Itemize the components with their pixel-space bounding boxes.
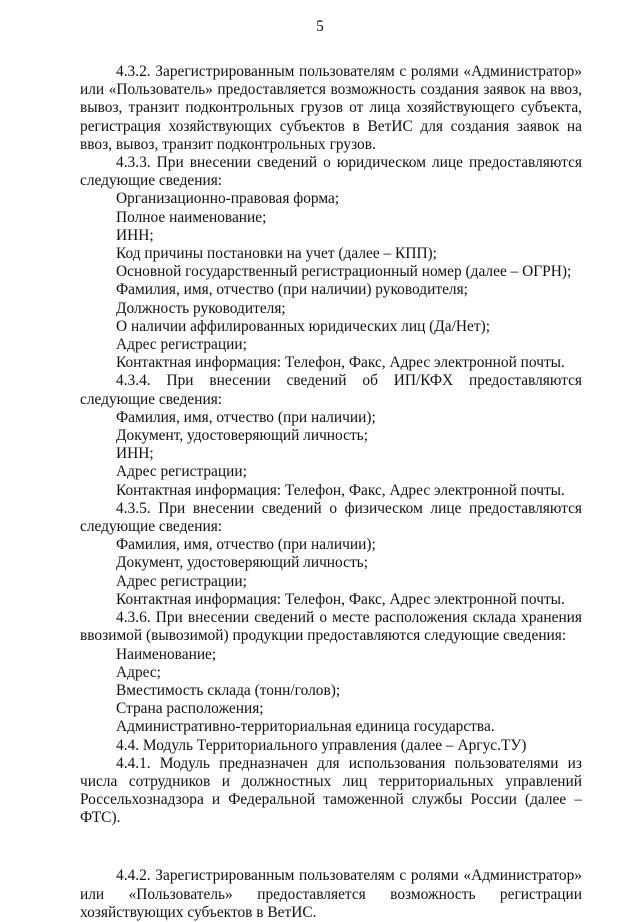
list-item: ИНН;: [116, 226, 154, 244]
document-body: [80, 63, 582, 922]
paragraph: 4.3.6. При внесении сведений о месте расположения склада хранения ввозимой (вывозимой) продукции предоставляются следующие сведения:: [80, 609, 582, 645]
list-item: Основной государственный регистрационный номер (далее – ОГРН);: [116, 263, 572, 281]
paragraph: 4.3.5. При внесении сведений о физическом лице предоставляются следующие сведения:: [80, 499, 582, 536]
list-item: Страна расположения;: [116, 700, 264, 718]
paragraph: 4.4.2. Зарегистрированным пользователям с ролями «Администратор» или «Пользователь» предоставляется возможность регистрации хозяйствующих субъектов в ВетИС.: [80, 867, 582, 921]
list-item: Организационно-правовая форма;: [116, 190, 340, 208]
list-item: ИНН;: [116, 445, 154, 463]
paragraph: 4.3.3. При внесении сведений о юридическом лице предоставляются следующие сведения:: [80, 154, 582, 190]
list-item: Полное наименование;: [116, 208, 267, 226]
paragraph: 4.3.4. При внесении сведений об ИП/КФХ предоставляются следующие сведения:: [80, 372, 582, 408]
list-item: Контактная информация: Телефон, Факс, Адрес электронной почты.: [116, 590, 565, 608]
list-item: Адрес регистрации;: [116, 336, 247, 354]
list-item: Документ, удостоверяющий личность;: [116, 427, 368, 445]
list-item: Фамилия, имя, отчество (при наличии);: [116, 408, 376, 426]
list-item: Фамилия, имя, отчество (при наличии);: [116, 536, 376, 554]
list-item: О наличии аффилированных юридических лиц (Да/Нет);: [116, 317, 490, 335]
list-item: Адрес;: [116, 663, 161, 681]
list-item: Наименование;: [116, 645, 217, 663]
list-item: Контактная информация: Телефон, Факс, Адрес электронной почты.: [116, 481, 565, 499]
list-item: Административно-территориальная единица государства.: [116, 718, 495, 736]
list-item: Документ, удостоверяющий личность;: [116, 554, 368, 572]
list-item: Должность руководителя;: [116, 299, 286, 317]
list-item: Адрес регистрации;: [116, 463, 247, 481]
list-item: Адрес регистрации;: [116, 572, 247, 590]
paragraph: 4.4.1. Модуль предназначен для использования пользователями из числа сотрудников и должностных лиц территориальных управлений Россельхознадзора и Федеральной таможенной службы России (далее – ФТС).: [80, 754, 582, 827]
paragraph-gap: [80, 843, 582, 852]
list-item: Контактная информация: Телефон, Факс, Адрес электронной почты.: [116, 354, 565, 372]
paragraph: 4.3.2. Зарегистрированным пользователям с ролями «Администратор» или «Пользователь» предоставляется возможность создания заявок на ввоз, вывоз, транзит подконтрольных грузов от лица хозяйствующего субъекта, регистрация хозяйствующих субъектов в ВетИС для создания заявок на ввоз, вывоз, транзит подконтрольных грузов.: [80, 63, 582, 153]
list-item: Вместимость склада (тонн/голов);: [116, 681, 341, 699]
list-item: Фамилия, имя, отчество (при наличии) руководителя;: [116, 281, 468, 299]
page-number: 5: [316, 18, 324, 35]
list-item: Код причины постановки на учет (далее – КПП);: [116, 245, 437, 263]
list-item: 4.4. Модуль Территориального управления (далее – Аргус.ТУ): [116, 736, 527, 754]
